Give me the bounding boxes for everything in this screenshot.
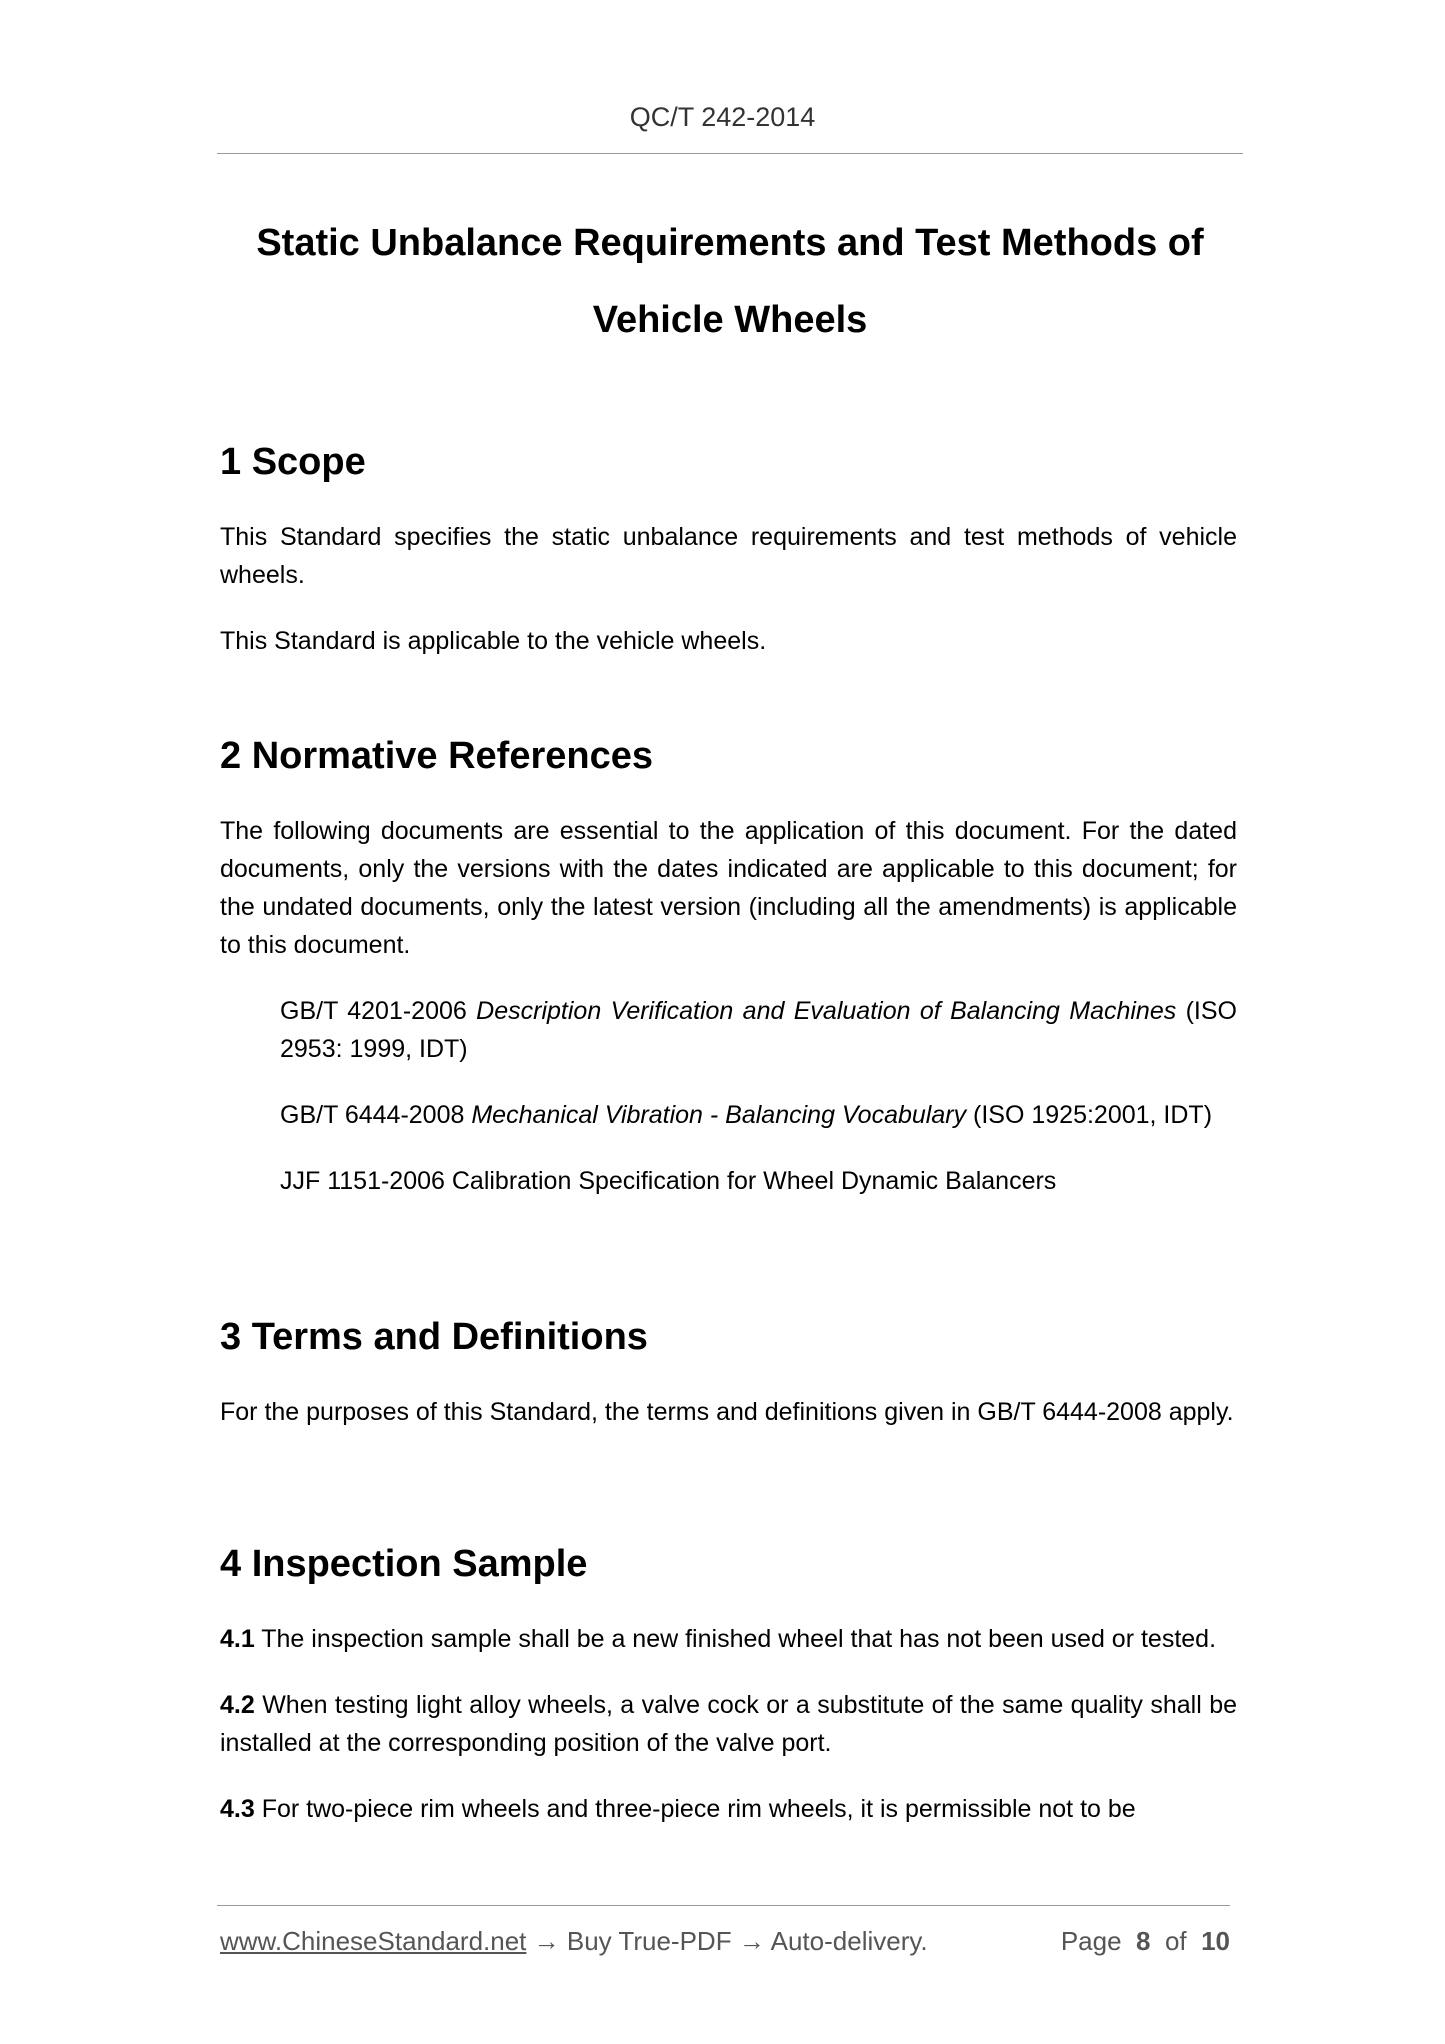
clause-text: For two-piece rim wheels and three-piece rim wheels, it is permissible not to be — [254, 1795, 1136, 1823]
footer-divider — [217, 1905, 1230, 1906]
clause-4-2 — [220, 1686, 1237, 1762]
arrow-right-icon: → — [533, 1926, 560, 1956]
arrow-right-icon: → — [738, 1926, 765, 1956]
clause-number: 4.3 — [220, 1795, 255, 1823]
standard-code-header: QC/T 242-2014 — [629, 102, 816, 132]
page-footer — [220, 1924, 1230, 1958]
clause-4-3 — [220, 1790, 1237, 1828]
section-heading-normative-references: 2 Normative References — [220, 735, 653, 777]
of-label: of — [1164, 1926, 1187, 1956]
reference-item — [280, 992, 1237, 1068]
clause-number: 4.2 — [220, 1691, 255, 1719]
website-link[interactable]: www.ChineseStandard.net — [220, 1926, 527, 1956]
reference-suffix: (ISO 2953: 1999, IDT) — [280, 997, 1237, 1063]
page-label: Page — [1060, 1926, 1122, 1956]
clause-4-1 — [220, 1620, 1237, 1658]
section-terms-definitions — [220, 1314, 1237, 1431]
document-title — [217, 205, 1243, 359]
header-divider — [217, 153, 1243, 154]
clause-text: The inspection sample shall be a new finished wheel that has not been used or tested. — [254, 1625, 1217, 1653]
reference-item — [280, 1096, 1237, 1134]
document-title-line-2: Vehicle Wheels — [592, 299, 868, 341]
page-indicator — [1061, 1924, 1230, 1958]
normative-intro-paragraph: The following documents are essential to the application of this document. For the dated documents, only the versions with the dates indicated are applicable to this document; for the undated documents, only the latest version (including all the amendments) is applicable to this document. — [220, 817, 1237, 959]
section-normative-references — [220, 733, 1237, 1200]
scope-paragraph-2: This Standard is applicable to the vehicle wheels. — [220, 627, 767, 655]
current-page-number: 8 — [1136, 1926, 1151, 1956]
section-heading-scope: 1 Scope — [220, 441, 366, 483]
section-heading-terms-definitions: 3 Terms and Definitions — [220, 1316, 648, 1358]
clause-number: 4.1 — [220, 1625, 255, 1653]
section-scope — [220, 439, 1237, 660]
scope-paragraph-1: This Standard specifies the static unbalance requirements and test methods of vehicle wheels. — [220, 523, 1237, 589]
clause-text: When testing light alloy wheels, a valve cock or a substitute of the same quality shall be installed at the corresponding position of the valve port. — [220, 1691, 1237, 1757]
reference-title: Description Verification and Evaluation of Balancing Machines — [476, 997, 1177, 1025]
document-title-line-1: Static Unbalance Requirements and Test Methods of — [256, 222, 1204, 264]
section-inspection-sample — [220, 1541, 1237, 1828]
reference-code: GB/T 6444-2008 — [280, 1101, 472, 1129]
buy-pdf-text: Buy True-PDF — [566, 1926, 732, 1956]
reference-suffix: (ISO 1925:2001, IDT) — [966, 1101, 1213, 1129]
terms-paragraph: For the purposes of this Standard, the terms and definitions given in GB/T 6444-2008 apply. — [220, 1398, 1234, 1426]
reference-item — [280, 1162, 1237, 1200]
section-heading-inspection-sample: 4 Inspection Sample — [220, 1543, 588, 1585]
auto-delivery-text: Auto-delivery. — [770, 1926, 928, 1956]
reference-title: Mechanical Vibration - Balancing Vocabulary — [471, 1101, 967, 1129]
reference-code: GB/T 4201-2006 — [280, 997, 477, 1025]
total-page-number: 10 — [1201, 1926, 1230, 1956]
reference-code: JJF 1151-2006 Calibration Specification for Wheel Dynamic Balancers — [280, 1167, 1057, 1195]
